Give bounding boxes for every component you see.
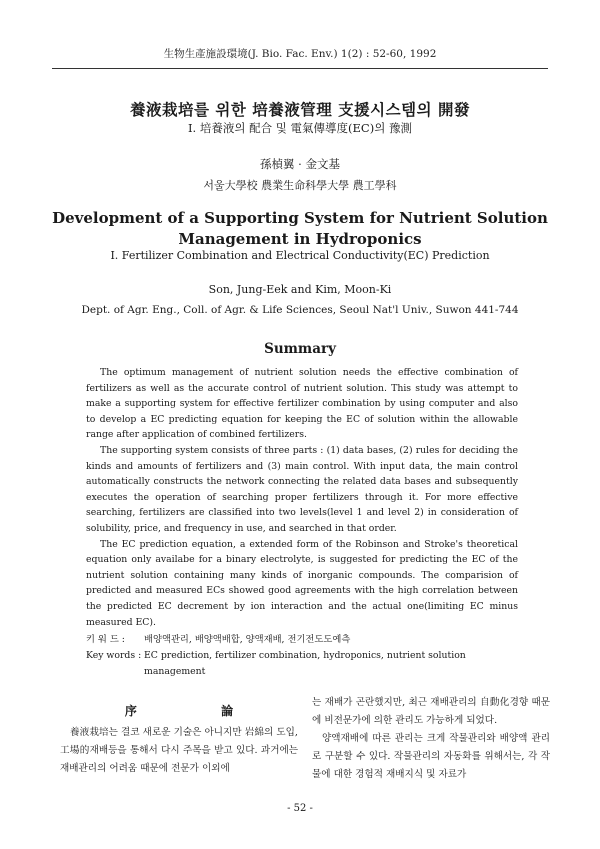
summary-heading: Summary (264, 341, 336, 357)
page-number: - 52 - (287, 803, 313, 814)
summary-paragraph: The optimum management of nutrient solution needs the effective combination of fertilizers as well as the accurate control of nutrient solution. This study was attempt to make a supporting system for effective fertilizer combination by using computer and also to develop a EC predicting equation for keeping the EC of solution within the allowable range after application of combined fertilizers. (86, 367, 518, 441)
english-title (0, 208, 600, 250)
korean-title: 養液栽培를 위한 培養液管理 支援시스템의 開發 (130, 100, 470, 119)
summary-paragraph: The EC prediction equation, a extended form of the Robinson and Stroke's theoretical equation only availabe for a binary electrolyte, is suggested for predicting the EC of the nutrient solution containing many kinds of inorganic compounds. The comparision of predicted and measured ECs showed good agreements with the high correlation between the predicted EC decrement by ion interaction and the actual one(limiting EC minus measured EC). (86, 538, 518, 628)
english-title-line2: Management in Hydroponics (178, 230, 422, 248)
english-title-line1: Development of a Supporting System for Nutrient Solution (52, 209, 548, 227)
introduction-heading: 序 論 (124, 704, 274, 718)
korean-keywords (86, 632, 518, 648)
english-keywords-text: EC prediction, fertilizer combination, hydroponics, nutrient solution management (144, 650, 466, 677)
english-affiliation: Dept. of Agr. Eng., Coll. of Agr. & Life Sciences, Seoul Nat'l Univ., Suwon 441-744 (81, 304, 519, 316)
english-subtitle: Ⅰ. Fertilizer Combination and Electrical Conductivity(EC) Prediction (110, 249, 490, 262)
summary-paragraph: The supporting system consists of three parts : (1) data bases, (2) rules for deciding the kinds and amounts of fertilizers and (3) main control. With input data, the main control automatically constructs the network connecting the related data bases and subsequently executes the operation of searching proper fertilizers through it. For more effective searching, fertilizers are classified into two levels(level 1 and level 2) in consideration of solubility, price, and frequency in use, and searched in that order. (86, 444, 518, 534)
english-authors: Son, Jung-Eek and Kim, Moon-Ki (208, 283, 392, 296)
journal-header: 生物生產施設環境(J. Bio. Fac. Env.) 1(2) : 52-60, 1992 (163, 48, 437, 60)
korean-affiliation: 서울大學校 農業生命科學大學 農工學科 (203, 179, 397, 192)
introduction-left-column (60, 702, 298, 778)
korean-keywords-label: 키 워 드 : (86, 634, 125, 645)
introduction-paragraph: 는 재배가 곤란했지만, 최근 재배관리의 自動化경향 때문에 비전문가에 의한 관리도 가능하게 되었다. (312, 697, 550, 726)
introduction-paragraph: 養液栽培는 결코 새로운 기술은 아니지만 岩綿의 도입, 工場的재배등을 통해서 다시 주목을 받고 있다. 과거에는 재배관리의 어려움 때문에 전문가 이외에 (60, 727, 298, 774)
introduction-paragraph: 양액재배에 따른 관리는 크게 작물관리와 배양액 관리로 구분할 수 있다. 작물관리의 자동화를 위해서는, 각 작물에 대한 경험적 재배지식 및 자료가 (312, 733, 550, 780)
summary-body (86, 365, 518, 630)
english-keywords (86, 648, 518, 680)
keywords (86, 632, 518, 680)
english-keywords-label: Key words : (86, 650, 142, 661)
introduction-right-column (312, 694, 550, 784)
korean-authors: 孫楨翼 · 金文基 (260, 157, 340, 171)
header-rule (52, 68, 548, 69)
korean-subtitle: Ⅰ. 培養液의 配合 및 電氣傳導度(EC)의 豫測 (188, 121, 412, 135)
korean-keywords-text: 배양액관리, 배양액배합, 양액재배, 전기전도도예측 (144, 634, 351, 645)
